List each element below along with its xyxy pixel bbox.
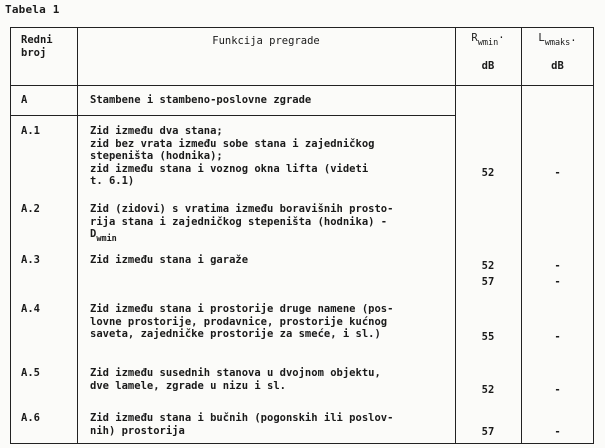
lwmaks-value: -	[554, 276, 561, 288]
section-id: A	[21, 94, 28, 106]
row-description-line: Zid (zidovi) s vratima između boravišnih prosto-	[90, 203, 394, 215]
row-id: A.3	[21, 254, 40, 266]
sound-insulation-table	[10, 27, 594, 444]
section-label: Stambene i stambeno-poslovne zgrade	[90, 94, 312, 106]
lwmaks-value: -	[554, 167, 561, 179]
column-divider	[455, 28, 456, 443]
row-description-line: Zid između susednih stanova u dvojnom objektu,	[90, 367, 381, 379]
row-description-line: Zid između stana i prostorije druge namene (pos-	[90, 303, 394, 315]
row-description-line: saveta, zajedničke prostorije za smeće, i sl.)	[90, 328, 381, 340]
rwmin-value: 57	[481, 426, 495, 438]
rwmin-value: 52	[481, 167, 495, 179]
lw-subscript: wmaks	[544, 38, 571, 48]
column-divider	[521, 28, 522, 443]
rwmin-value: 52	[481, 384, 495, 396]
row-description-line: zid bez vrata između sobe stana i zajedničkog	[90, 137, 375, 150]
row-id: A.6	[21, 412, 40, 424]
row-description-line: dve lamele, zgrade u nizu i sl.	[90, 379, 286, 392]
row-description-line: zid između stana i voznog okna lifta (videti	[90, 162, 369, 175]
lwmaks-value: -	[554, 331, 561, 343]
rwmin-value: 52	[481, 260, 495, 272]
row-description-line: lovne prostorije, prodavnice, prostorije kućnog	[90, 315, 388, 328]
column-divider	[77, 28, 78, 443]
header-broj: broj	[21, 47, 47, 59]
header-rw-unit: dB	[481, 60, 495, 72]
row-description-line: Zid između dva stana;	[90, 125, 223, 137]
rw-symbol: R	[471, 32, 478, 44]
row-description-line: nih) prostorija	[90, 424, 185, 437]
rwmin-value: 55	[481, 331, 495, 343]
header-funkcija: Funkcija pregrade	[212, 35, 320, 47]
dwmin-symbol: D	[90, 228, 97, 240]
lwmaks-value: -	[554, 426, 561, 438]
rw-subscript: wmin	[477, 38, 499, 48]
header-divider	[11, 85, 593, 86]
row-description-line: Zid između stana i bučnih (pogonskih ili poslov-	[90, 412, 394, 424]
row-id: A.5	[21, 367, 40, 379]
lwmaks-value: -	[554, 384, 561, 396]
row-id: A.2	[21, 203, 40, 215]
header-lwmaks	[521, 32, 594, 46]
rwmin-value: 57	[481, 276, 495, 288]
row-id: A.1	[21, 125, 40, 137]
lwmaks-value: -	[554, 260, 561, 272]
row-symbol	[90, 228, 117, 242]
header-rwmin	[455, 32, 521, 46]
table-title: Tabela 1	[5, 3, 60, 16]
row-description-line: t. 6.1)	[90, 175, 135, 187]
row-description-line: rija stana i zajedničkog stepeništa (hodnika) -	[90, 215, 388, 228]
lw-suffix: .	[570, 32, 577, 44]
header-lw-unit: dB	[551, 60, 564, 72]
dwmin-subscript: wmin	[96, 234, 117, 244]
row-description-line: Zid između stana i garaže	[90, 254, 249, 266]
lw-symbol: L	[538, 32, 545, 44]
row-description-line: stepeništa (hodnika);	[90, 150, 223, 162]
rw-suffix: ·	[498, 32, 505, 44]
header-redni: Redni	[21, 34, 53, 46]
section-divider	[11, 115, 455, 116]
row-id: A.4	[21, 303, 40, 315]
